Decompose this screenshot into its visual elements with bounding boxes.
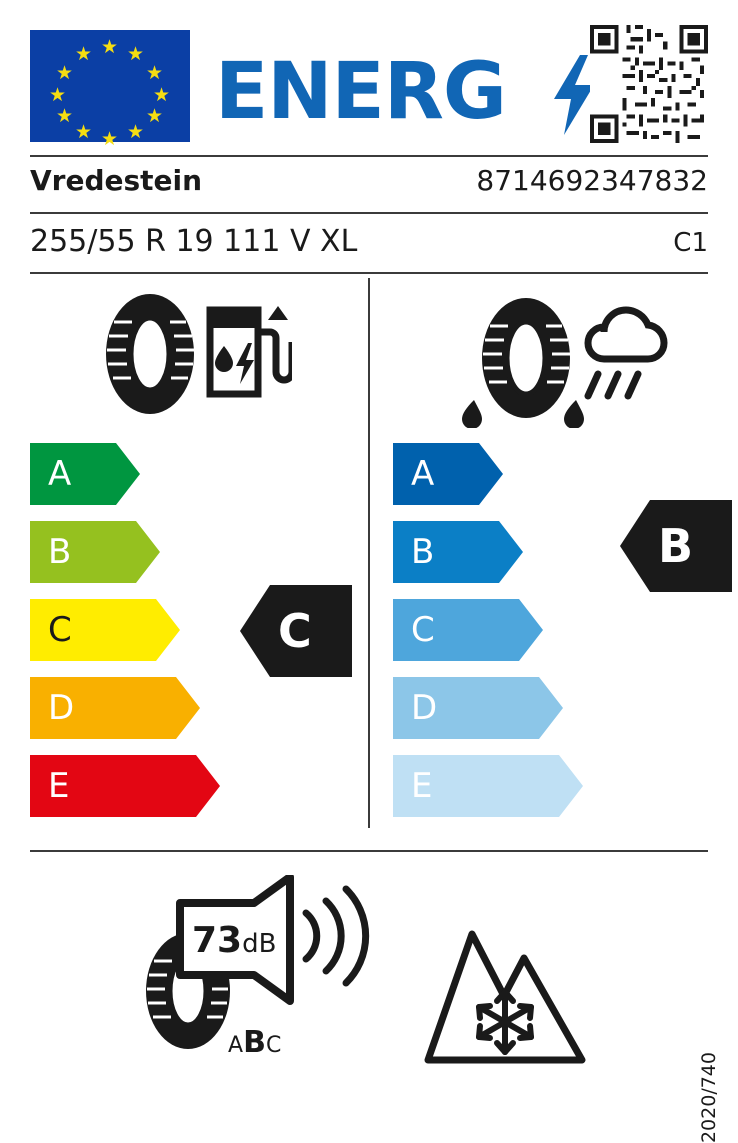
- grade-row: [393, 599, 693, 661]
- divider-top: [30, 155, 708, 157]
- grade-letter: D: [411, 688, 438, 728]
- label-header: [30, 25, 708, 150]
- fuel-pump-tyre-icon: [92, 288, 292, 418]
- grade-letter: B: [411, 532, 435, 572]
- tyre-size: 255/55 R 19 111 V XL: [30, 224, 358, 259]
- grade-row: [30, 677, 330, 739]
- fuel-efficiency-selected-marker: [240, 585, 352, 677]
- fuel-efficiency-class: C: [278, 604, 312, 658]
- noise-class-scale: [228, 1025, 281, 1060]
- page-title: ENERG: [215, 47, 506, 137]
- divider-middle: [30, 212, 708, 214]
- noise-db-number: 73: [192, 920, 243, 961]
- three-peak-mountain-snowflake-icon: [420, 900, 590, 1070]
- grade-letter: B: [48, 532, 72, 572]
- grade-letter: D: [48, 688, 75, 728]
- ean-code: 8714692347832: [476, 164, 708, 197]
- grade-letter: E: [411, 766, 433, 806]
- grade-row: [393, 677, 693, 739]
- grade-row: [30, 755, 330, 817]
- grade-letter: A: [48, 454, 72, 494]
- grade-letter: C: [48, 610, 72, 650]
- noise-db-unit: dB: [242, 929, 277, 959]
- noise-class-selected: B: [243, 1025, 266, 1060]
- regulation-number: 2020/740: [698, 1052, 720, 1143]
- column-divider: [368, 278, 370, 828]
- grade-row: [393, 443, 693, 505]
- wet-grip-class: B: [658, 519, 694, 573]
- noise-value: [192, 920, 276, 961]
- grade-row: [30, 443, 330, 505]
- grade-letter: A: [411, 454, 435, 494]
- brand-name: Vredestein: [30, 164, 203, 197]
- grade-letter: C: [411, 610, 435, 650]
- eu-flag-icon: ★ ★ ★ ★ ★ ★ ★ ★ ★ ★ ★ ★: [30, 30, 190, 142]
- rain-cloud-tyre-icon: [448, 288, 668, 428]
- grade-row: [30, 521, 330, 583]
- noise-class-a: A: [228, 1033, 244, 1058]
- divider-noise: [30, 850, 708, 852]
- grade-letter: E: [48, 766, 70, 806]
- divider-bottom: [30, 272, 708, 274]
- noise-class-c: C: [265, 1033, 282, 1058]
- grade-row: [393, 755, 693, 817]
- tyre-class-code: C1: [673, 228, 708, 258]
- qr-code-icon: [590, 25, 708, 143]
- wet-grip-selected-marker: [620, 500, 732, 592]
